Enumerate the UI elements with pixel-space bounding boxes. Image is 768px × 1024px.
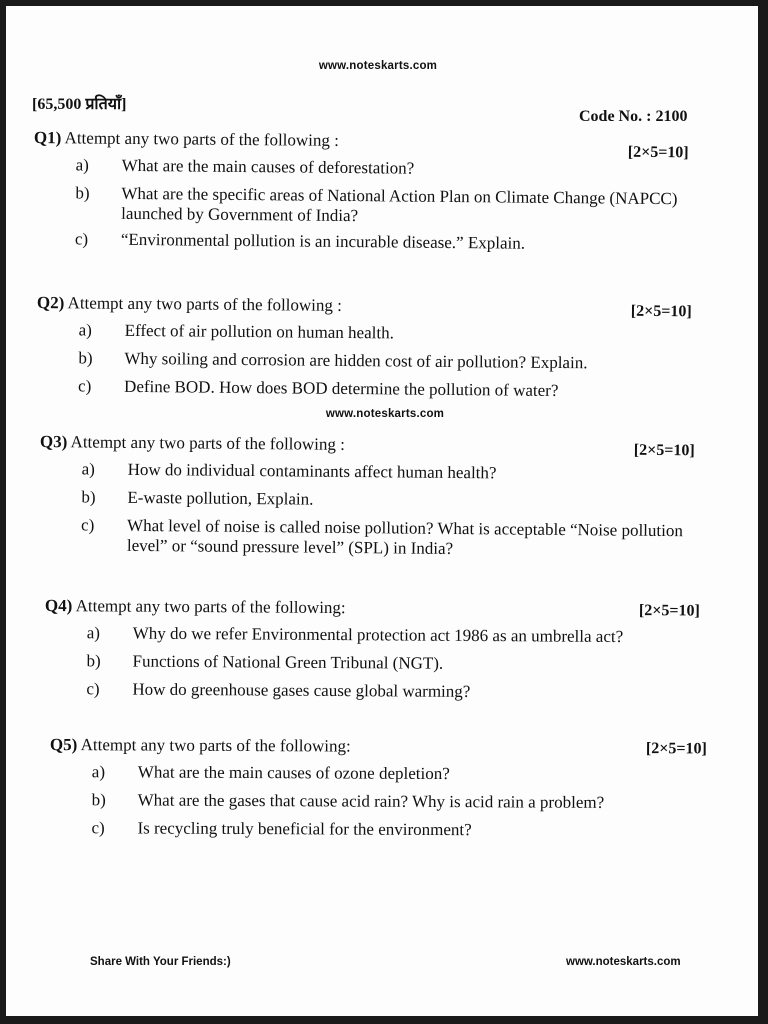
question-marks: [2×5=10] (633, 441, 695, 460)
part-label: a) (75, 155, 89, 175)
question-number: Q1) (33, 128, 62, 148)
question-part (91, 818, 749, 841)
question-number: Q3) (39, 432, 68, 452)
question-instruction: Attempt any two parts of the following : (64, 128, 340, 150)
question-marks: [2×5=10] (645, 740, 707, 758)
question-number: Q5) (49, 735, 78, 755)
part-text: What are the main causes of deforestation? (121, 155, 415, 178)
watermark-middle: www.noteskarts.com (325, 408, 445, 420)
part-label: a) (78, 320, 92, 340)
question-3 (39, 432, 740, 570)
question-part (82, 459, 740, 485)
question-part (87, 623, 745, 648)
part-label: a) (86, 623, 101, 643)
question-parts (86, 623, 745, 704)
part-label: c) (74, 229, 89, 249)
part-text: “Environmental pollution is an incurable disease.” Explain. (120, 229, 526, 253)
part-text: Why do we refer Environmental protection act 1986 as an umbrella act? (132, 623, 624, 647)
question-parts (75, 155, 734, 255)
part-text: What are the main causes of ozone depletion? (137, 762, 450, 784)
question-number: Q2) (36, 293, 65, 313)
question-part (75, 183, 733, 229)
question-parts (81, 459, 740, 561)
question-marks: [2×5=10] (630, 302, 692, 321)
question-header (45, 596, 745, 623)
part-label: b) (86, 651, 101, 671)
question-number: Q4) (44, 596, 73, 616)
question-instruction: Attempt any two parts of the following : (67, 293, 343, 315)
question-instruction: Attempt any two parts of the following: (80, 735, 351, 756)
part-text: Why soiling and corrosion are hidden cost of air pollution? Explain. (124, 348, 588, 373)
part-label: c) (78, 376, 92, 396)
part-label: b) (81, 487, 96, 507)
part-text: How do greenhouse gases cause global warming? (132, 679, 471, 701)
watermark-top: www.noteskarts.com (318, 60, 438, 72)
question-2 (36, 293, 737, 411)
question-header (40, 432, 740, 461)
part-label: c) (81, 515, 95, 535)
question-part (92, 790, 750, 813)
footer-site-link[interactable]: www.noteskarts.com (566, 956, 681, 968)
question-5 (49, 735, 750, 850)
part-text: E-waste pollution, Explain. (127, 487, 314, 509)
part-text: What are the specific areas of National Action Plan on Climate Change (NAPCC) launched by Government of India? (121, 183, 678, 226)
question-4 (44, 596, 745, 712)
part-text: What are the gases that cause acid rain? Why is acid rain a problem? (137, 790, 605, 812)
part-text: Is recycling truly beneficial for the environment? (137, 818, 472, 840)
question-part (79, 320, 737, 346)
question-parts (91, 762, 749, 841)
question-instruction: Attempt any two parts of the following : (70, 432, 346, 454)
question-part (81, 515, 739, 561)
part-text: What level of noise is called noise pollution? What is acceptable “Noise pollution level” or “sound pressure level” (SPL) in India? (126, 515, 683, 558)
question-header (33, 128, 734, 162)
part-text: How do individual contaminants affect human health? (127, 459, 497, 483)
question-parts (78, 320, 737, 402)
question-header (37, 293, 737, 322)
part-text: Functions of National Green Tribunal (NGT). (132, 651, 444, 673)
part-label: a) (81, 459, 95, 479)
question-1 (33, 128, 734, 264)
question-part (75, 229, 733, 255)
question-part (78, 376, 736, 402)
copies-count: [65,500 प्रतियाँ] (32, 96, 127, 113)
part-label: b) (78, 348, 93, 368)
exam-paper-page (6, 6, 758, 1016)
question-part (81, 487, 739, 513)
question-part (78, 348, 736, 374)
part-label: b) (91, 790, 106, 810)
part-text: Effect of air pollution on human health. (124, 320, 394, 343)
question-instruction: Attempt any two parts of the following: (75, 596, 346, 618)
footer-share-text: Share With Your Friends:) (90, 956, 231, 968)
question-part (86, 679, 744, 704)
part-label: a) (91, 762, 106, 782)
part-label: b) (75, 183, 90, 203)
part-text: Define BOD. How does BOD determine the pollution of water? (124, 376, 559, 401)
question-marks: [2×5=10] (627, 143, 689, 162)
question-marks: [2×5=10] (638, 602, 700, 620)
code-number: Code No. : 2100 (579, 108, 688, 125)
part-label: c) (91, 818, 105, 838)
question-part (86, 651, 744, 676)
question-part (92, 762, 750, 785)
question-header (50, 735, 750, 761)
part-label: c) (86, 679, 100, 699)
